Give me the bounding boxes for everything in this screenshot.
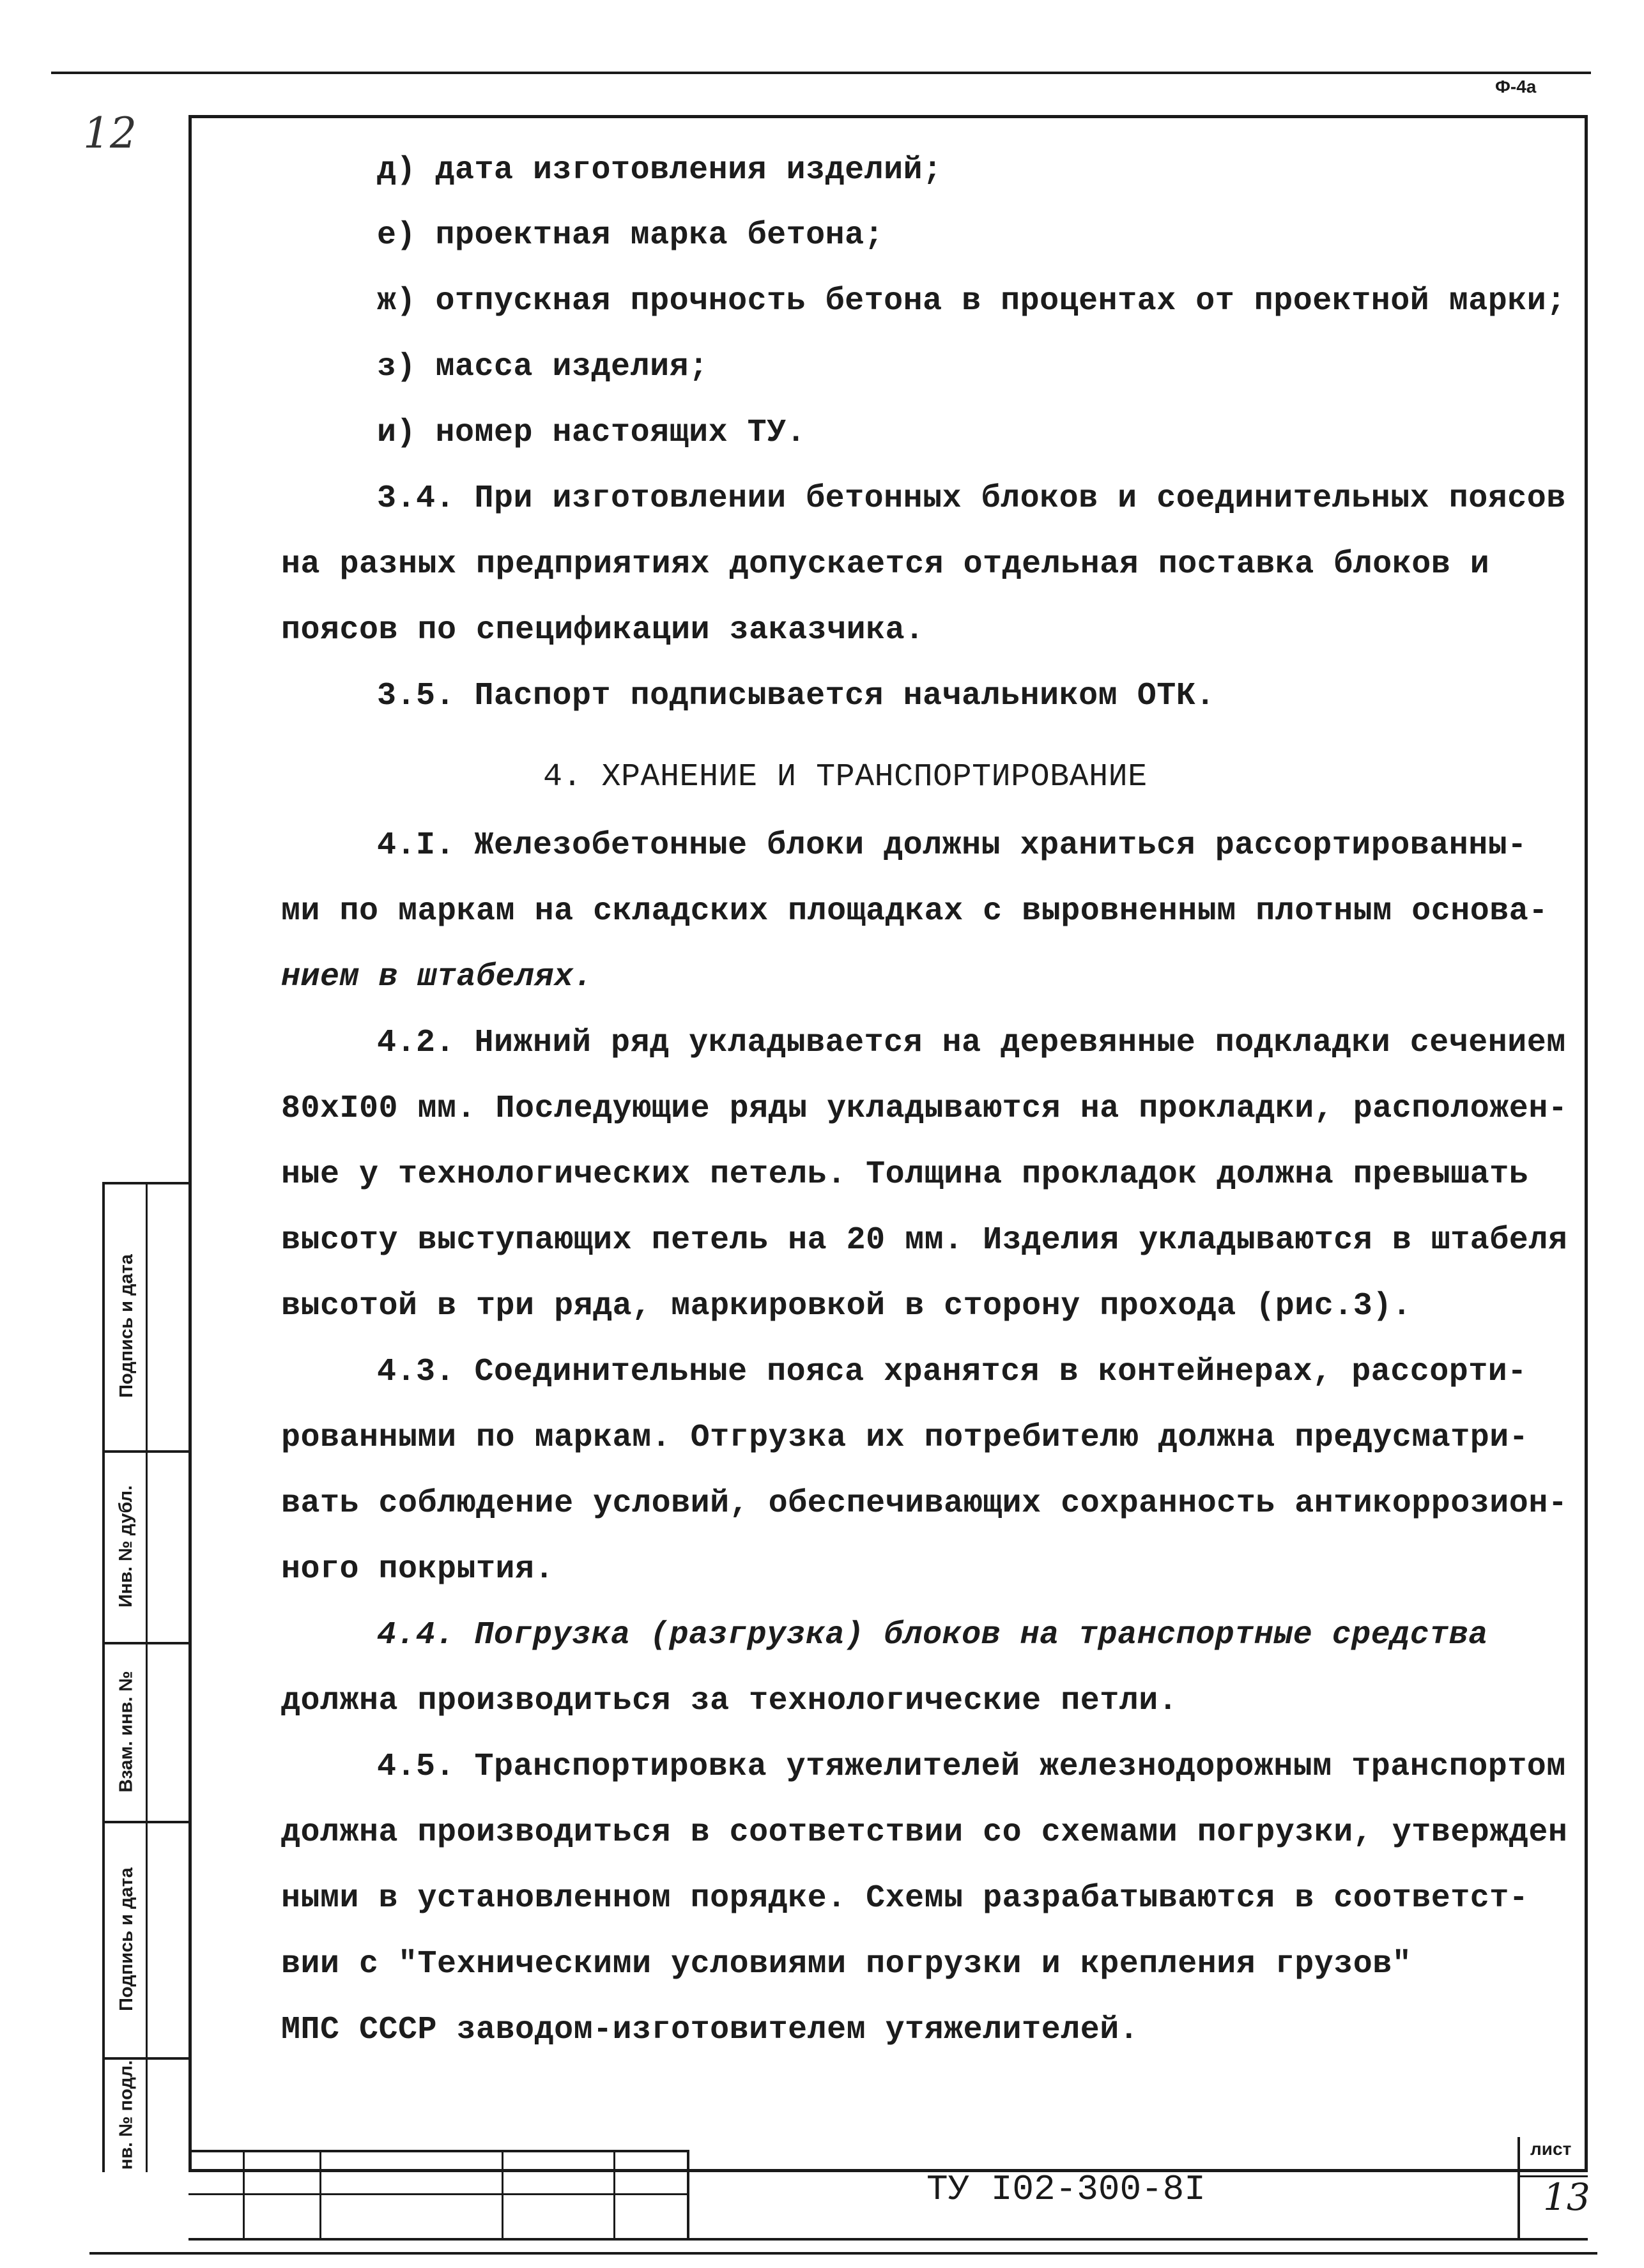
stamp-label: нв. № подл. xyxy=(116,2060,137,2170)
stamp-label: Взам. инв. № xyxy=(116,1670,137,1793)
tb-rule xyxy=(188,2193,687,2195)
tb-rule xyxy=(319,2150,321,2241)
text-line: МПС СССР заводом-изготовителем утяжелителей. xyxy=(281,2012,1139,2048)
document-code: ТУ I02-300-8I xyxy=(926,2169,1206,2210)
text-line: вии с "Техническими условиями погрузки и крепления грузов" xyxy=(281,1946,1412,1982)
text-line: ные у технологических петель. Толщина прокладок должна превышать xyxy=(281,1156,1529,1193)
text-line: рованными по маркам. Отгрузка их потребителю должна предусматри- xyxy=(281,1420,1529,1456)
text-line: нием в штабелях. xyxy=(281,959,594,995)
text-line: з) масса изделия; xyxy=(377,349,709,385)
section-heading: 4. ХРАНЕНИЕ И ТРАНСПОРТИРОВАНИЕ xyxy=(543,759,1148,795)
text-line: высоту выступающих петель на 20 мм. Изделия укладываются в штабеля xyxy=(281,1222,1568,1259)
sheet-number: 13 xyxy=(1543,2175,1590,2219)
title-block xyxy=(188,2150,1588,2242)
text-line: 3.5. Паспорт подписывается начальником ОТК. xyxy=(377,678,1215,714)
top-rule xyxy=(51,72,1591,74)
form-code: Ф-4а xyxy=(1495,77,1537,96)
side-stamp xyxy=(102,1182,188,2172)
sheet-label: лист xyxy=(1530,2139,1572,2159)
text-line: и) номер настоящих ТУ. xyxy=(377,415,806,451)
tb-rule xyxy=(1517,2137,1520,2241)
text-line: ными в установленном порядке. Схемы разрабатываются в соответст- xyxy=(281,1880,1529,1917)
text-line: поясов по спецификации заказчика. xyxy=(281,612,925,648)
text-line: 4.4. Погрузка (разгрузка) блоков на транспортные средства xyxy=(377,1617,1488,1653)
text-line: 4.I. Железобетонные блоки должны храниться рассортированны- xyxy=(377,827,1527,864)
tb-rule xyxy=(188,2150,687,2152)
stamp-label: Инв. № дубл. xyxy=(116,1485,137,1607)
text-line: 80xI00 мм. Последующие ряды укладываются на прокладки, расположен- xyxy=(281,1091,1568,1127)
text-line: 4.5. Транспортировка утяжелителей железнодорожным транспортом xyxy=(377,1749,1566,1785)
text-line: должна производиться за технологические петли. xyxy=(281,1683,1178,1719)
text-line: д) дата изготовления изделий; xyxy=(377,152,942,188)
text-line: на разных предприятиях допускается отдельная поставка блоков и xyxy=(281,546,1490,583)
text-line: 4.3. Соединительные пояса хранятся в контейнерах, рассорти- xyxy=(377,1354,1527,1390)
text-line: высотой в три ряда, маркировкой в сторону прохода (рис.3). xyxy=(281,1288,1412,1324)
text-line: 4.2. Нижний ряд укладывается на деревянные подкладки сечением xyxy=(377,1025,1566,1061)
text-line: ми по маркам на складских площадках с выровненным плотным основа- xyxy=(281,893,1548,930)
text-line: должна производиться в соответствии со схемами погрузки, утвержден xyxy=(281,1814,1568,1851)
text-line: е) проектная марка бетона; xyxy=(377,217,884,254)
tb-rule xyxy=(613,2150,615,2241)
bottom-rule xyxy=(89,2252,1597,2255)
text-line: ного покрытия. xyxy=(281,1551,555,1588)
stamp-label: Подпись и дата xyxy=(116,1867,137,2011)
text-line: 3.4. При изготовлении бетонных блоков и соединительных поясов xyxy=(377,480,1566,517)
tb-rule xyxy=(502,2150,503,2241)
handwritten-page-number: 12 xyxy=(83,109,137,158)
text-line: вать соблюдение условий, обеспечивающих сохранность антикоррозион- xyxy=(281,1485,1568,1522)
stamp-label: Подпись и дата xyxy=(116,1253,137,1398)
tb-rule xyxy=(243,2150,245,2241)
text-line: ж) отпускная прочность бетона в процентах от проектной марки; xyxy=(377,283,1566,319)
tb-rule xyxy=(687,2150,689,2241)
tb-rule xyxy=(188,2238,1588,2241)
